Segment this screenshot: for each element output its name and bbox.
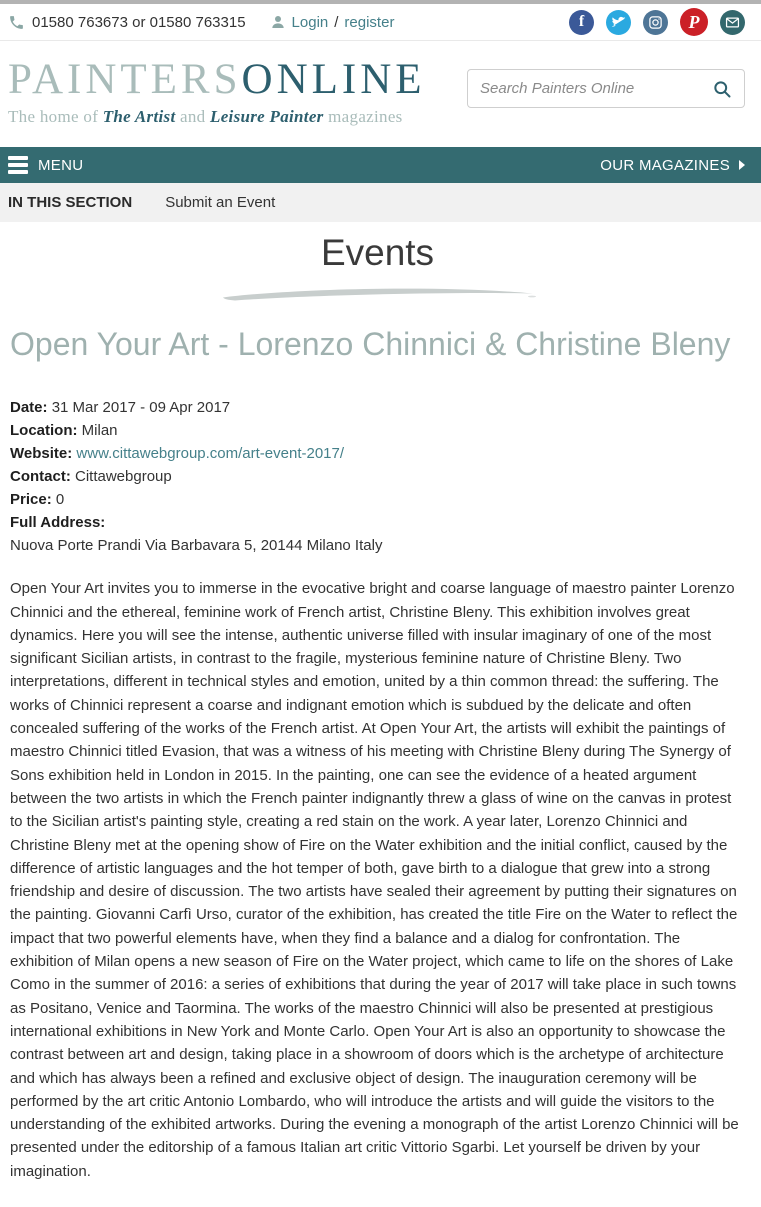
user-icon: [270, 14, 286, 30]
hamburger-icon: [8, 156, 28, 174]
login-link[interactable]: Login: [291, 13, 329, 31]
site-header: [0, 41, 761, 147]
event-full-address: Nuova Porte Prandi Via Barbavara 5, 20144 Milano Italy: [10, 537, 383, 555]
twitter-icon[interactable]: [606, 10, 631, 35]
our-magazines-button[interactable]: [600, 157, 745, 174]
event-contact-row: Contact: Cittawebgroup: [10, 468, 172, 486]
event-description: Open Your Art invites you to immerse in the evocative bright and coarse language of maestro painter Lorenzo Chinnici and the ethereal, feminine work of French artist, Christine Bleny. This exhibition involves great dynamics. Here you will see the intense, authentic universe filled with insular imaginary of one of the most significant Sicilian artists, in contrast to the fragile, mysterious feminine nature of Christine Bleny. Two interpretations, different in technical styles and emotion, united by a thin common thread: the suffering. The works of Chinnici represent a coarse and indignant emotion which is subdued by the delicate and often concealed suffering of the works of the French artist. At Open Your Art, the artists will exhibit the paintings of maestro Chinnici titled Evasion, that was a witness of his meeting with Christine Bleny during The Synergy of Sons exhibition held in London in 2015. In the painting, one can see the evidence of a heated argument between the two artists in which the French painter indignantly threw a glass of wine on the canvas in protest to the Sicilian artist's painting style, creating a red stain on the work. A year later, Lorenzo Chinnici and Christine Bleny met at the opening show of Fire on the Water exhibition and the initial conflict, caused by the difference of artistic languages and the hot temper of both, gave birth to a dialogue that grew into a strong friendship and desire of discussion. The two artists have sealed their agreement by putting their signatures on the painting. Giovanni Carfì Urso, curator of the exhibition, has created the title Fire on the Water to reflect the impact that two powerful elements have, when they find a balance and a dialog for confrontation. The exhibition of Milan opens a new season of Fire on the Water project, which came to life on the shores of Lake Como in the summer of 2016: a series of exhibitions that during the year of 2017 will take place in such towns as Positano, Venice and Taormina. The works of the maestro Chinnici will also be presented at prestigious international exhibitions in New York and Monte Carlo. Open Your Art is also an opportunity to showcase the contrast between art and design, taking place in a showroom of doors which is the archetype of architecture and which has always been a refined and exclusive object of design. The inauguration ceremony will be performed by the art critic Antonio Lombardo, who will introduce the artists and will guide the visitors to the understanding of the exhibited artworks. During the evening a monograph of the artist Lorenzo Chinnici will be presented under the editorship of a famous Italian art critic Vittorio Sgarbi. Let yourself be driven by your imagination.: [10, 580, 739, 1180]
event-website-link[interactable]: www.cittawebgroup.com/art-event-2017/: [76, 445, 345, 463]
logo-painters-text: PAINTERS: [8, 56, 242, 103]
main-content: [0, 232, 761, 1207]
main-nav-bar: [0, 147, 761, 183]
in-this-section-label: IN THIS SECTION: [8, 194, 133, 212]
phone-icon: [8, 14, 25, 31]
facebook-icon[interactable]: f: [569, 10, 594, 35]
event-details: [10, 396, 745, 557]
pinterest-icon[interactable]: P: [680, 8, 708, 36]
menu-label: MENU: [38, 156, 84, 174]
email-icon[interactable]: [720, 10, 745, 35]
event-location-row: Location: Milan: [10, 422, 118, 440]
logo-tagline: The home of The Artist and Leisure Painter magazines: [8, 107, 403, 127]
search-button[interactable]: [712, 79, 732, 99]
event-full-address-label-row: Full Address:: [10, 514, 106, 532]
submit-an-event-link[interactable]: Submit an Event: [165, 194, 276, 212]
event-date-row: Date: 31 Mar 2017 - 09 Apr 2017: [10, 399, 231, 417]
search-icon: [712, 79, 732, 99]
brush-swoosh-divider: [10, 284, 745, 308]
leisure-painter-magazine-text: Leisure Painter: [210, 107, 324, 127]
instagram-icon[interactable]: [643, 10, 668, 35]
social-links: [569, 8, 745, 36]
site-logo[interactable]: [8, 57, 426, 127]
event-website-row: Website: www.cittawebgroup.com/art-event-2017/: [10, 445, 345, 463]
page-title: Events: [320, 232, 435, 274]
search-box: [467, 69, 745, 108]
login-separator: /: [334, 13, 339, 31]
the-artist-magazine-text: The Artist: [102, 107, 176, 127]
event-price-row: Price: 0: [10, 491, 65, 509]
utility-bar: [0, 4, 761, 41]
search-input[interactable]: [480, 80, 712, 97]
register-link[interactable]: register: [344, 13, 395, 31]
logo-online-text: ONLINE: [241, 56, 426, 103]
event-title: Open Your Art - Lorenzo Chinnici & Christine Bleny: [10, 326, 731, 363]
section-bar: [0, 183, 761, 222]
chevron-right-icon: [739, 160, 745, 170]
login-area: [270, 14, 395, 31]
phone-contact: [8, 14, 246, 31]
phone-numbers: 01580 763673 or 01580 763315: [32, 13, 246, 31]
menu-button[interactable]: [8, 156, 83, 174]
our-magazines-label: OUR MAGAZINES: [600, 156, 730, 174]
logo-wordmark: [8, 57, 426, 102]
